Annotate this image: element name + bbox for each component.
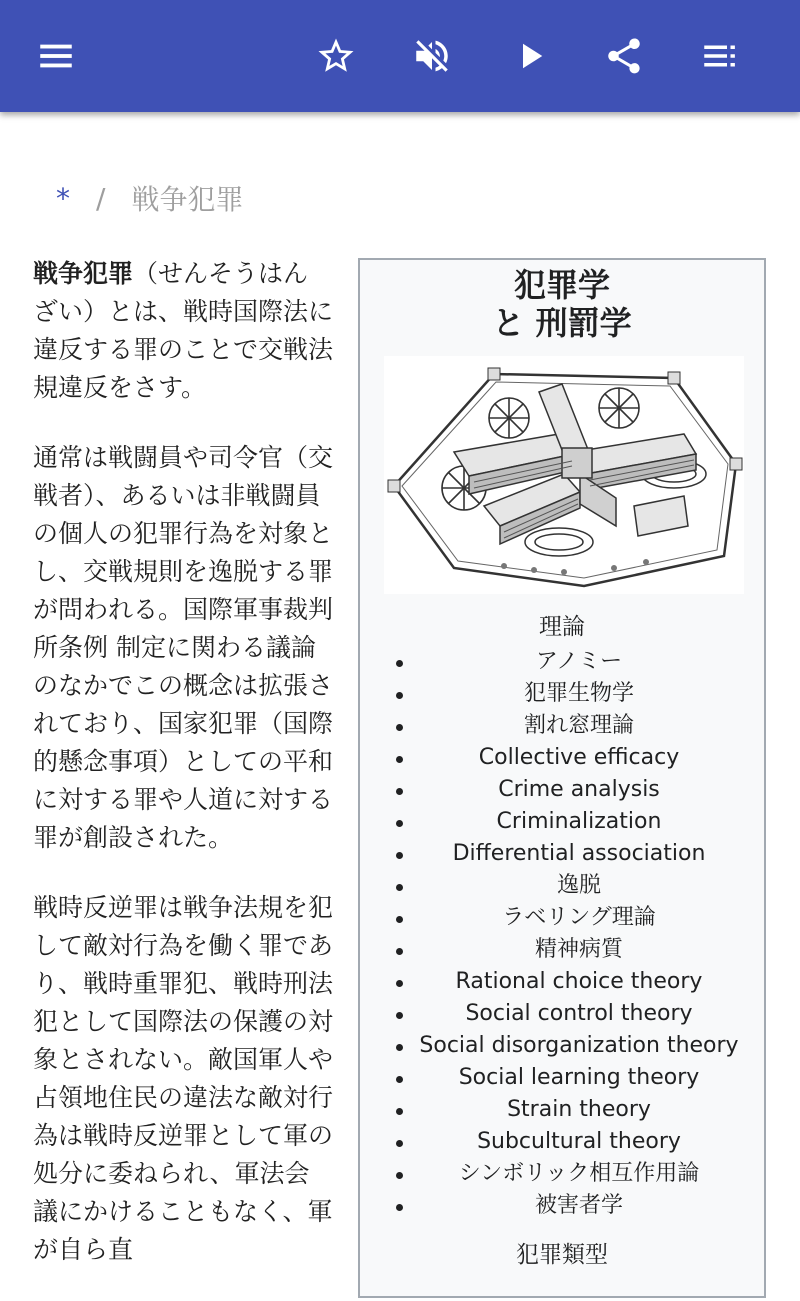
infobox-theory-heading: 理論 (539, 614, 585, 640)
theory-list-item[interactable]: Social control theory (360, 998, 764, 1030)
infobox-title-line-2: と 刑罰学 (492, 304, 632, 342)
theory-list-item[interactable]: Collective efficacy (360, 742, 764, 774)
infobox-title-line-1: 犯罪学 (513, 266, 610, 304)
bookmark-star-button[interactable] (308, 28, 364, 84)
breadcrumb-home-link[interactable]: * (56, 181, 70, 215)
breadcrumb-current: 戦争犯罪 (131, 183, 244, 216)
infobox-crime-types-heading: 犯罪類型 (516, 1242, 608, 1268)
article-paragraph-1-text: （せんそうはんざい）とは、戦時国際法に違反する罪のことで交戦法規違反をさす。 (33, 259, 334, 402)
theory-list-item[interactable]: Social disorganization theory (360, 1030, 764, 1062)
play-icon (509, 35, 551, 77)
hamburger-menu-icon (35, 35, 77, 77)
infobox (358, 258, 766, 1298)
breadcrumb-separator: / (96, 181, 106, 215)
playlist-icon (699, 35, 741, 77)
theory-list-item[interactable]: 犯罪生物学 (360, 678, 764, 710)
article-paragraph-2: 通常は戦闘員や司令官（交戦者）、あるいは非戦闘員の個人の犯罪行為を対象とし、交戦規則を逸脱する罪が問われる。国際軍事裁判所条例 制定に関わる議論のなかでこの概念は拡張されており、国家犯罪（国際的懸念事項）としての平和に対する罪や人道に対する罪が創設された。 (33, 443, 334, 852)
mute-button[interactable] (404, 28, 460, 84)
article-term: 戦争犯罪 (33, 259, 134, 288)
theory-list (360, 646, 764, 1222)
table-of-contents-button[interactable] (692, 28, 748, 84)
menu-button[interactable] (28, 28, 84, 84)
theory-list-item[interactable]: Strain theory (360, 1094, 764, 1126)
prison-panopticon-illustration[interactable] (384, 356, 744, 594)
share-icon (603, 35, 645, 77)
share-button[interactable] (596, 28, 652, 84)
theory-list-item[interactable]: ラベリング理論 (360, 902, 764, 934)
theory-list-item[interactable]: Rational choice theory (360, 966, 764, 998)
article-body (33, 255, 333, 1301)
article-paragraph-1 (33, 255, 333, 407)
theory-list-item[interactable]: Differential association (360, 838, 764, 870)
article-paragraph-3: 戦時反逆罪は戦争法規を犯して敵対行為を働く罪であり、戦時重罪犯、戦時刑法犯として国際法の保護の対象とされない。敵国軍人や占領地住民の違法な敵対行為は戦時反逆罪として軍の処分に委ねられ、軍法会議にかけることもなく、軍が自ら直 (33, 893, 334, 1264)
breadcrumb (56, 178, 243, 218)
theory-list-item[interactable]: Subcultural theory (360, 1126, 764, 1158)
theory-list-item[interactable]: 被害者学 (360, 1190, 764, 1222)
theory-list-item[interactable]: Crime analysis (360, 774, 764, 806)
infobox-title (360, 266, 764, 342)
play-button[interactable] (502, 28, 558, 84)
theory-list-item[interactable]: 逸脱 (360, 870, 764, 902)
theory-list-item[interactable]: 精神病質 (360, 934, 764, 966)
theory-list-item[interactable]: シンボリック相互作用論 (360, 1158, 764, 1190)
prison-drawing (384, 356, 744, 594)
app-bar (0, 0, 800, 112)
theory-list-item[interactable]: 割れ窓理論 (360, 710, 764, 742)
theory-list-item[interactable]: アノミー (360, 646, 764, 678)
theory-list-item[interactable]: Criminalization (360, 806, 764, 838)
theory-list-item[interactable]: Social learning theory (360, 1062, 764, 1094)
star-outline-icon (315, 35, 357, 77)
volume-off-icon (411, 35, 453, 77)
